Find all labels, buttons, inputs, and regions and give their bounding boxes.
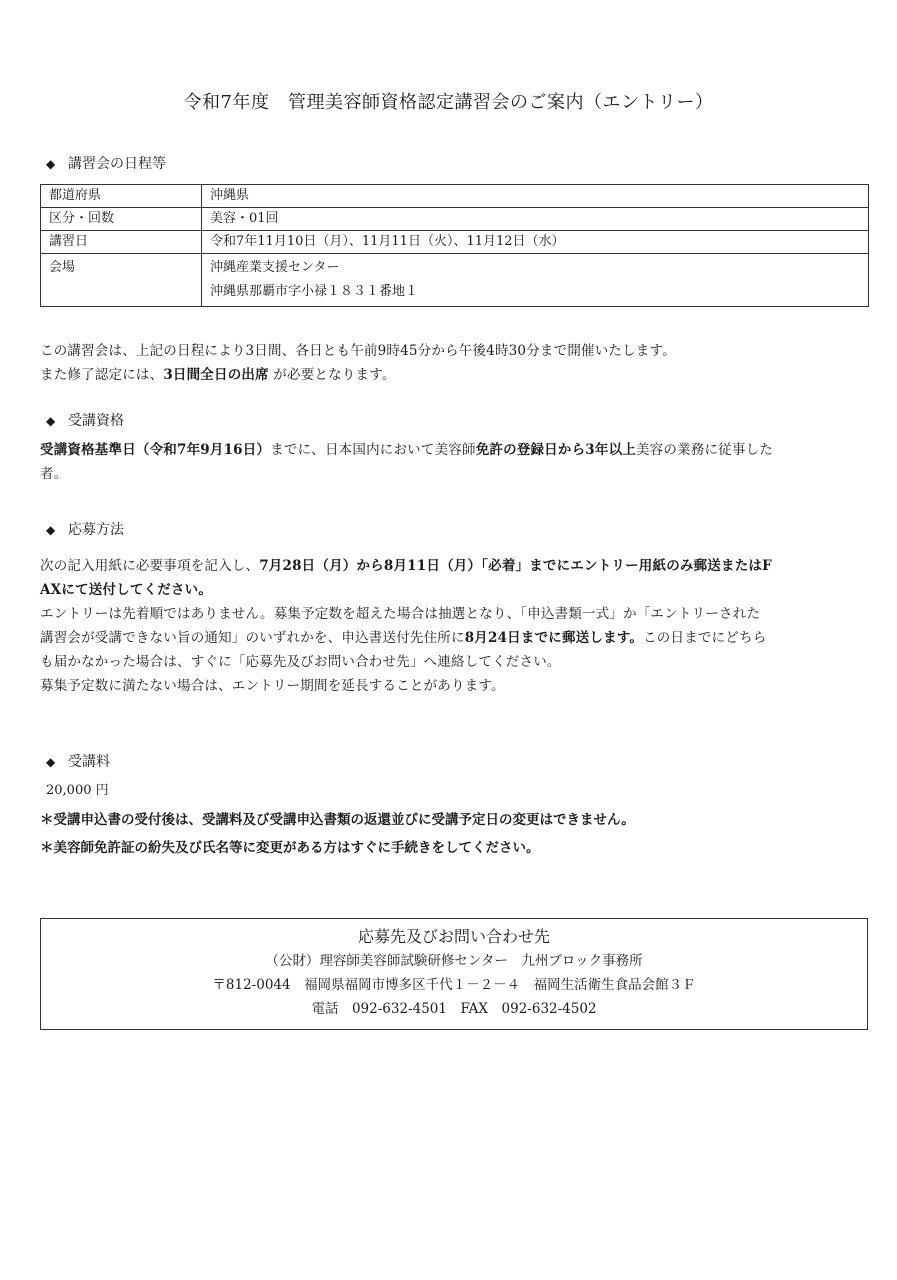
- row-label: 会場: [41, 254, 202, 307]
- contact-phone: 電話 092-632-4501 FAX 092-632-4502: [311, 1001, 597, 1017]
- row-label: 区分・回数: [41, 208, 202, 231]
- schedule-note-2: また修了認定には、3日間全日の出席 が必要となります。: [40, 367, 396, 383]
- row-label: 講習日: [41, 231, 202, 254]
- application-line-5: も届かなかった場合は、すぐに「応募先及びお問い合わせ先」へ連絡してください。: [40, 654, 561, 670]
- table-row: [41, 185, 869, 208]
- application-line-1: 次の記入用紙に必要事項を記入し、7月28日（月）から8月11日（月）「必着」までにエントリー用紙のみ郵送またはF: [40, 558, 772, 574]
- diamond-bullet-icon: ◆: [46, 523, 56, 537]
- fee-heading: [46, 752, 110, 772]
- eligibility-line-2: 者。: [40, 466, 68, 482]
- document-title: 令和7年度 管理美容師資格認定講習会のご案内（エントリー）: [183, 92, 714, 113]
- table-row: [41, 208, 869, 231]
- eligibility-text: [40, 438, 870, 486]
- row-value-venue: [202, 254, 869, 307]
- contact-title: 応募先及びお問い合わせ先: [357, 927, 550, 946]
- application-line-3: エントリーは先着順ではありません。募集予定数を超えた場合は抽選となり、「申込書類一式」か「エントリーされた: [40, 606, 761, 622]
- application-heading-text: 応募方法: [68, 522, 124, 538]
- fee-amount: 20,000 円: [46, 783, 109, 798]
- contact-address: 〒812-0044 福岡県福岡市博多区千代１－２－４ 福岡生活衛生食品会館３Ｆ: [212, 977, 696, 993]
- row-value: 令和7年11月10日（月）、11月11日（火）、11月12日（水）: [202, 231, 869, 254]
- fee-note-2: ＊美容師免許証の紛失及び氏名等に変更がある方はすぐに手続きをしてください。: [40, 840, 540, 856]
- application-line-6: 募集予定数に満たない場合は、エントリー期間を延長することがあります。: [40, 678, 505, 694]
- table-row: [41, 231, 869, 254]
- schedule-heading-text: 講習会の日程等: [68, 156, 166, 172]
- schedule-notes: [40, 339, 870, 387]
- row-value: 沖縄県: [202, 185, 869, 208]
- schedule-table: [40, 184, 869, 307]
- eligibility-heading-text: 受講資格: [68, 413, 124, 429]
- fee-note-1: ＊受講申込書の受付後は、受講料及び受講申込書類の返還並びに受講予定日の変更はできません。: [40, 812, 635, 828]
- venue-name: 沖縄産業支援センター: [210, 260, 340, 275]
- contact-box: [40, 918, 868, 1030]
- eligibility-line-1: 受講資格基準日（令和7年9月16日）までに、日本国内において美容師免許の登録日から3年以上美容の業務に従事した: [40, 442, 773, 458]
- table-row-venue: [41, 254, 869, 307]
- diamond-bullet-icon: ◆: [46, 414, 56, 428]
- application-heading: [46, 520, 124, 540]
- schedule-heading: [46, 154, 166, 174]
- application-text: [40, 554, 870, 698]
- schedule-note-1: この講習会は、上記の日程により3日間、各日とも午前9時45分から午後4時30分まで開催いたします。: [40, 343, 676, 359]
- diamond-bullet-icon: ◆: [46, 755, 56, 769]
- application-line-2: AXにて送付してください。: [40, 582, 213, 598]
- diamond-bullet-icon: ◆: [46, 157, 56, 171]
- row-value: 美容・01回: [202, 208, 869, 231]
- application-line-4: 講習会が受講できない旨の通知」のいずれかを、申込書送付先住所に8月24日までに郵送します。この日までにどちら: [40, 630, 767, 646]
- venue-address: 沖縄県那覇市字小禄１８３１番地１: [210, 284, 419, 299]
- contact-org: （公財）理容師美容師試験研修センター 九州ブロック事務所: [265, 953, 643, 969]
- fee-heading-text: 受講料: [68, 754, 110, 770]
- row-label: 都道府県: [41, 185, 202, 208]
- fee-notes: [40, 806, 635, 862]
- eligibility-heading: [46, 411, 124, 431]
